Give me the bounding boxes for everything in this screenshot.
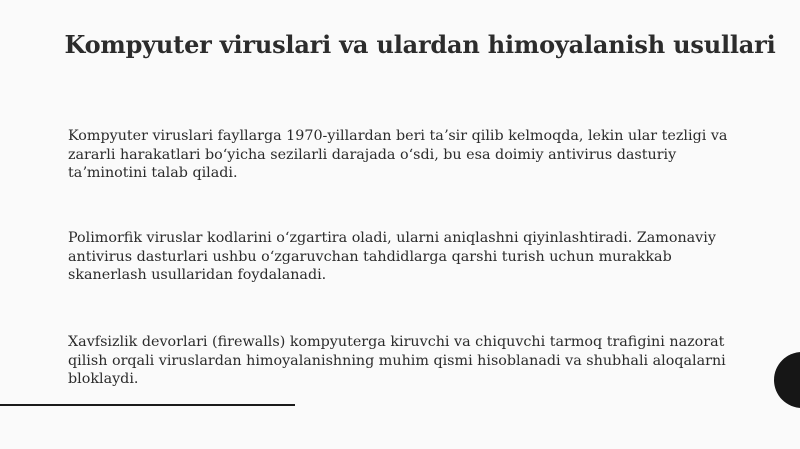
paragraph-firewalls: Xavfsizlik devorlari (firewalls) kompyuterga kiruvchi va chiquvchi tarmoq trafigini nazorat qilish orqali viruslardan himoyalanishning muhim qismi hisoblanadi va shubhali aloqalarni bloklaydi. [68,334,726,387]
paragraph-polymorphic-viruses: Polimorfik viruslar kodlarini oʻzgartira oladi, ularni aniqlashni qiyinlashtiradi. Zamonaviy antivirus dasturlari ushbu oʻzgaruvchan tahdidlarga qarshi turish uchun murakkab skanerlash usullaridan foydalanadi. [68,230,716,283]
slide-title: Kompyuter viruslari va ulardan himoyalanish usullari [64,30,776,59]
decorative-circle [774,352,800,408]
decorative-divider [0,404,295,406]
paragraph-virus-history: Kompyuter viruslari fayllarga 1970-yillardan beri taʼsir qilib kelmoqda, lekin ular tezligi va zararli harakatlari boʻyicha sezilarli darajada oʻsdi, bu esa doimiy antivirus dasturiy taʼminotini talab qiladi. [68,128,728,181]
